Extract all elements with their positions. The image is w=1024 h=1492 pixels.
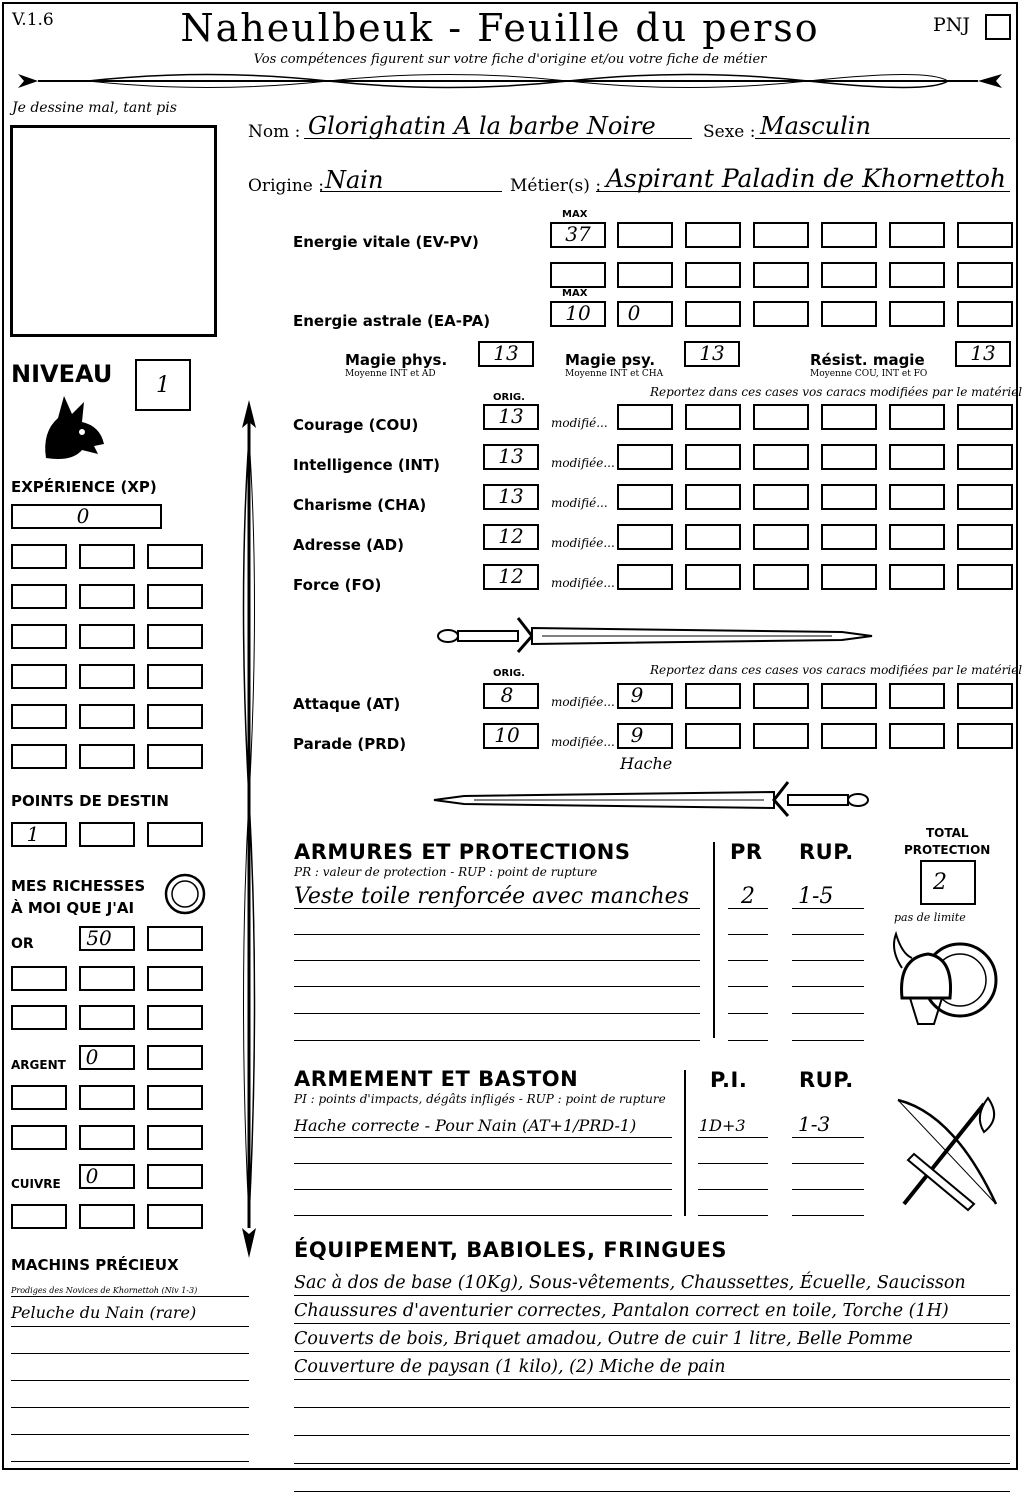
carac-mod-box[interactable] (821, 564, 877, 590)
argent-grid-box[interactable] (11, 1085, 67, 1110)
origine-value[interactable]: Nain (325, 166, 384, 194)
ev-box-row2-4[interactable] (753, 262, 809, 288)
ea-max-box[interactable]: 10 (550, 301, 606, 327)
xp-box[interactable] (11, 664, 67, 689)
cuivre-box-5[interactable] (147, 1204, 203, 1229)
combat-orig-box[interactable]: 8 (483, 683, 539, 709)
carac-mod-box[interactable] (889, 524, 945, 550)
carac-mod-box[interactable] (617, 404, 673, 430)
richesses-label-2: À MOI QUE J'AI (11, 899, 135, 917)
armement-line[interactable] (294, 1137, 672, 1138)
armement-rup-header: RUP. (799, 1068, 854, 1092)
ev-box-2[interactable] (685, 222, 741, 248)
equipement-item[interactable]: Sac à dos de base (10Kg), Sous-vêtements, Chaussettes, Écuelle, Saucisson (294, 1273, 966, 1293)
carac-mod-box[interactable] (753, 484, 809, 510)
cuivre-box[interactable]: 0 (79, 1164, 135, 1189)
equipement-line[interactable] (294, 1379, 1010, 1380)
armement-note: PI : points d'impacts, dégâts infligés - RUP : point de rupture (294, 1092, 666, 1106)
machins-line[interactable] (11, 1353, 249, 1354)
xp-box[interactable] (147, 624, 203, 649)
combat-mod-box[interactable] (889, 683, 945, 709)
combat-mod-box[interactable] (753, 723, 809, 749)
resist-magie-note: Moyenne COU, INT et FO (810, 369, 928, 379)
armement-rup-line[interactable] (792, 1163, 864, 1164)
armure-pr-line[interactable] (728, 934, 768, 935)
armement-line[interactable] (294, 1163, 672, 1164)
or-grid-box[interactable] (11, 966, 67, 991)
magie-phys-label: Magie phys. (345, 351, 448, 369)
ev-box-1[interactable] (617, 222, 673, 248)
portrait-box[interactable] (10, 125, 217, 337)
carac-orig-box[interactable]: 13 (483, 444, 539, 470)
destin-label: POINTS DE DESTIN (11, 792, 169, 810)
armure-line[interactable] (294, 960, 700, 961)
or-grid-box[interactable] (147, 966, 203, 991)
total-protection-label-2: PROTECTION (904, 843, 991, 857)
crossed-weapons-icon (884, 1094, 1008, 1218)
armure-pr-line[interactable] (728, 986, 768, 987)
carac-mod-box[interactable] (821, 404, 877, 430)
armement-item[interactable]: Hache correcte - Pour Nain (AT+1/PRD-1) (294, 1116, 637, 1135)
armure-rup-line[interactable] (792, 908, 864, 909)
or-label: OR (11, 936, 34, 952)
carac-mod-box[interactable] (685, 484, 741, 510)
combat-mod-box[interactable] (821, 723, 877, 749)
portrait-caption: Je dessine mal, tant pis (12, 100, 177, 116)
pnj-label: PNJ (933, 14, 971, 36)
armement-rup-line[interactable] (792, 1215, 864, 1216)
sexe-label: Sexe : (703, 122, 756, 142)
modified-label: modifié... (551, 416, 608, 430)
armure-item-rup[interactable]: 1-5 (798, 884, 834, 909)
xp-box[interactable] (79, 544, 135, 569)
machins-label: MACHINS PRÉCIEUX (11, 1256, 179, 1274)
orig-label-combat: ORIG. (493, 668, 525, 679)
armement-pi-line[interactable] (698, 1215, 768, 1216)
carac-mod-box[interactable] (957, 484, 1013, 510)
sword-icon-2 (432, 778, 874, 818)
carac-mod-box[interactable] (685, 524, 741, 550)
xp-box[interactable] (147, 584, 203, 609)
magie-phys-note: Moyenne INT et AD (345, 369, 436, 379)
carac-mod-box[interactable] (685, 564, 741, 590)
or-grid-box[interactable] (79, 966, 135, 991)
carac-mod-box[interactable] (617, 444, 673, 470)
armure-line[interactable] (294, 908, 700, 909)
combat-mod-box[interactable] (821, 683, 877, 709)
ea-box-2[interactable] (685, 301, 741, 327)
armures-note: PR : valeur de protection - RUP : point de rupture (294, 865, 598, 879)
total-protection-label-1: TOTAL (926, 826, 969, 840)
machins-line[interactable] (11, 1434, 249, 1435)
armure-pr-line[interactable] (728, 1013, 768, 1014)
ev-box-row2-7[interactable] (957, 262, 1013, 288)
armures-divider (713, 842, 715, 1038)
spear-divider-icon (8, 68, 1008, 94)
carac-mod-box[interactable] (685, 444, 741, 470)
cuivre-label: CUIVRE (11, 1177, 61, 1191)
carac-mod-box[interactable] (617, 484, 673, 510)
combat-mod-box[interactable] (889, 723, 945, 749)
armure-pr-line[interactable] (728, 960, 768, 961)
cuivre-box-2[interactable] (147, 1164, 203, 1189)
ea-box-6[interactable] (957, 301, 1013, 327)
armures-rup-header: RUP. (799, 840, 854, 864)
helmet-shield-icon (888, 928, 1000, 1034)
machins-item[interactable]: Peluche du Nain (rare) (11, 1303, 197, 1322)
armement-pi-line[interactable] (698, 1137, 768, 1138)
xp-box[interactable] (147, 744, 203, 769)
argent-box-2[interactable] (147, 1045, 203, 1070)
armure-rup-line[interactable] (792, 1040, 864, 1041)
armement-line[interactable] (294, 1215, 672, 1216)
machins-line[interactable] (11, 1461, 249, 1462)
carac-mod-box[interactable] (821, 524, 877, 550)
equipement-title: ÉQUIPEMENT, BABIOLES, FRINGUES (294, 1238, 727, 1262)
page-subtitle: Vos compétences figurent sur votre fiche d'origine et/ou votre fiche de métier (253, 52, 767, 67)
metier-label: Métier(s) : (510, 176, 602, 196)
xp-box[interactable] (79, 704, 135, 729)
spear-icon (234, 398, 264, 1260)
combat-mod-box[interactable] (685, 723, 741, 749)
ea-label: Energie astrale (EA-PA) (293, 312, 491, 330)
ev-box-row2-6[interactable] (889, 262, 945, 288)
armement-title: ARMEMENT ET BASTON (294, 1067, 579, 1091)
xp-box[interactable]: 0 (11, 504, 162, 529)
armure-rup-line[interactable] (792, 934, 864, 935)
ea-current-box[interactable]: 0 (617, 301, 673, 327)
carac-label: Charisme (CHA) (293, 496, 427, 514)
cuivre-box-3[interactable] (11, 1204, 67, 1229)
richesses-label-1: MES RICHESSES (11, 877, 146, 895)
destin-box-1[interactable]: 1 (11, 822, 67, 847)
xp-label: EXPÉRIENCE (XP) (11, 478, 157, 496)
xp-box[interactable] (79, 744, 135, 769)
magie-psy-box[interactable]: 13 (684, 341, 740, 367)
ev-box-4[interactable] (821, 222, 877, 248)
armement-pi-header: P.I. (710, 1068, 748, 1092)
xp-box[interactable] (147, 544, 203, 569)
armement-pi-line[interactable] (698, 1163, 768, 1164)
carac-mod-box[interactable] (821, 484, 877, 510)
carac-mod-box[interactable] (957, 564, 1013, 590)
dragon-head-icon (38, 392, 108, 464)
report-note: Reportez dans ces cases vos caracs modifiées par le matériel (650, 385, 1023, 399)
ev-box-row2-5[interactable] (821, 262, 877, 288)
armure-pr-line[interactable] (728, 1040, 768, 1041)
or-box[interactable]: 50 (79, 926, 135, 951)
carac-orig-box[interactable]: 12 (483, 524, 539, 550)
modified-label: modifiée... (551, 576, 615, 590)
combat-label: Parade (PRD) (293, 735, 407, 753)
combat-mod-box[interactable] (957, 683, 1013, 709)
limit-note: pas de limite (894, 911, 966, 924)
argent-grid-box[interactable] (79, 1125, 135, 1150)
equipement-item[interactable]: Couverts de bois, Briquet amadou, Outre de cuir 1 litre, Belle Pomme (294, 1329, 913, 1349)
armure-rup-line[interactable] (792, 960, 864, 961)
armement-pi-line[interactable] (698, 1189, 768, 1190)
combat-mod-box[interactable] (957, 723, 1013, 749)
argent-grid-box[interactable] (147, 1085, 203, 1110)
modified-label: modifié... (551, 496, 608, 510)
magie-psy-note: Moyenne INT et CHA (565, 369, 664, 379)
carac-label: Adresse (AD) (293, 536, 404, 554)
or-grid-box[interactable] (147, 1005, 203, 1030)
armement-item-pi[interactable]: 1D+3 (699, 1116, 746, 1135)
equipement-line[interactable] (294, 1435, 1010, 1436)
armures-title: ARMURES ET PROTECTIONS (294, 840, 631, 864)
ea-box-3[interactable] (753, 301, 809, 327)
ea-box-4[interactable] (821, 301, 877, 327)
carac-mod-box[interactable] (753, 404, 809, 430)
or-grid-box[interactable] (11, 1005, 67, 1030)
xp-box[interactable] (147, 664, 203, 689)
carac-mod-box[interactable] (889, 404, 945, 430)
armure-rup-line[interactable] (792, 1013, 864, 1014)
metier-value[interactable]: Aspirant Paladin de Khornettoh (606, 164, 1007, 193)
carac-mod-box[interactable] (957, 404, 1013, 430)
equipement-line[interactable] (294, 1295, 1010, 1296)
carac-mod-box[interactable] (617, 524, 673, 550)
carac-mod-box[interactable] (753, 524, 809, 550)
xp-box[interactable] (11, 744, 67, 769)
combat-mod-box[interactable]: 9 (617, 683, 673, 709)
carac-mod-box[interactable] (753, 444, 809, 470)
sword-icon (432, 614, 874, 654)
xp-box[interactable] (11, 624, 67, 649)
equipement-line[interactable] (294, 1351, 1010, 1352)
equipement-line[interactable] (294, 1407, 1010, 1408)
carac-label: Intelligence (INT) (293, 456, 440, 474)
orig-label: ORIG. (493, 392, 525, 403)
nom-value[interactable]: Glorighatin A la barbe Noire (308, 112, 656, 140)
armure-rup-line[interactable] (792, 986, 864, 987)
report-note-combat: Reportez dans ces cases vos caracs modifiées par le matériel (650, 663, 1023, 677)
ea-box-5[interactable] (889, 301, 945, 327)
carac-orig-box[interactable]: 12 (483, 564, 539, 590)
destin-box-2[interactable] (79, 822, 135, 847)
carac-mod-box[interactable] (889, 444, 945, 470)
machins-line[interactable] (11, 1326, 249, 1327)
argent-grid-box[interactable] (147, 1125, 203, 1150)
carac-orig-box[interactable]: 13 (483, 484, 539, 510)
magie-phys-box[interactable]: 13 (478, 341, 534, 367)
armure-item-pr[interactable]: 2 (741, 884, 755, 909)
modified-label: modifiée... (551, 695, 615, 709)
combat-orig-box[interactable]: 10 (483, 723, 539, 749)
pnj-checkbox[interactable] (985, 14, 1011, 40)
equipement-line[interactable] (294, 1463, 1010, 1464)
combat-mod-box[interactable] (685, 683, 741, 709)
sexe-value[interactable]: Masculin (760, 112, 871, 140)
modified-label: modifiée... (551, 536, 615, 550)
armure-line[interactable] (294, 934, 700, 935)
magie-psy-label: Magie psy. (565, 351, 656, 369)
coin-icon (163, 872, 207, 916)
ev-box-3[interactable] (753, 222, 809, 248)
armement-line[interactable] (294, 1189, 672, 1190)
ea-max-label: MAX (562, 288, 588, 299)
xp-box[interactable] (11, 544, 67, 569)
xp-box[interactable] (79, 624, 135, 649)
ev-max-label: MAX (562, 209, 588, 220)
armement-rup-line[interactable] (792, 1189, 864, 1190)
page-title: Naheulbeuk - Feuille du perso (180, 6, 820, 50)
resist-magie-box[interactable]: 13 (955, 341, 1011, 367)
argent-grid-box[interactable] (11, 1125, 67, 1150)
argent-label: ARGENT (11, 1058, 66, 1072)
carac-mod-box[interactable] (821, 444, 877, 470)
armure-pr-line[interactable] (728, 908, 768, 909)
version-label: V.1.6 (12, 10, 54, 30)
ev-box-5[interactable] (889, 222, 945, 248)
niveau-box[interactable]: 1 (135, 359, 191, 411)
xp-box[interactable] (79, 584, 135, 609)
modified-label: modifiée... (551, 735, 615, 749)
carac-mod-box[interactable] (685, 404, 741, 430)
carac-mod-box[interactable] (889, 564, 945, 590)
armure-item[interactable]: Veste toile renforcée avec manches (294, 884, 689, 909)
combat-label: Attaque (AT) (293, 695, 401, 713)
or-box-2[interactable] (147, 926, 203, 951)
combat-mod-box[interactable] (753, 683, 809, 709)
ev-box-row2-2[interactable] (617, 262, 673, 288)
carac-label: Courage (COU) (293, 416, 419, 434)
equipement-line[interactable] (294, 1323, 1010, 1324)
resist-magie-label: Résist. magie (810, 351, 925, 369)
carac-mod-box[interactable] (957, 444, 1013, 470)
carac-orig-box[interactable]: 13 (483, 404, 539, 430)
cuivre-box-4[interactable] (79, 1204, 135, 1229)
armement-divider (684, 1070, 686, 1216)
combat-mod-box[interactable]: 9 (617, 723, 673, 749)
carac-mod-box[interactable] (753, 564, 809, 590)
carac-mod-box[interactable] (617, 564, 673, 590)
carac-label: Force (FO) (293, 576, 382, 594)
combat-weapon-note: Hache (620, 754, 673, 773)
armure-line[interactable] (294, 1013, 700, 1014)
total-protection-box[interactable]: 2 (920, 860, 976, 905)
ev-max-box[interactable]: 37 (550, 222, 606, 248)
ev-box-row2-3[interactable] (685, 262, 741, 288)
armement-item-rup[interactable]: 1-3 (798, 1112, 831, 1136)
carac-mod-box[interactable] (889, 484, 945, 510)
ev-box-row2-1[interactable] (550, 262, 606, 288)
armures-pr-header: PR (730, 840, 763, 864)
argent-box[interactable]: 0 (79, 1045, 135, 1070)
xp-box[interactable] (79, 664, 135, 689)
machins-note: Prodiges des Novices de Khornettoh (Niv 1-3) (11, 1286, 198, 1295)
argent-grid-box[interactable] (79, 1085, 135, 1110)
modified-label: modifiée... (551, 456, 615, 470)
armure-line[interactable] (294, 1040, 700, 1041)
or-grid-box[interactable] (79, 1005, 135, 1030)
xp-box[interactable] (147, 704, 203, 729)
niveau-label: NIVEAU (11, 360, 113, 388)
armement-rup-line[interactable] (792, 1137, 864, 1138)
origine-label: Origine : (248, 176, 324, 196)
equipement-item[interactable]: Chaussures d'aventurier correctes, Pantalon correct en toile, Torche (1H) (294, 1301, 949, 1321)
xp-box[interactable] (11, 584, 67, 609)
machins-line[interactable] (11, 1380, 249, 1381)
nom-label: Nom : (248, 122, 301, 142)
equipement-item[interactable]: Couverture de paysan (1 kilo), (2) Miche de pain (294, 1357, 726, 1377)
ev-label: Energie vitale (EV-PV) (293, 233, 479, 251)
machins-line[interactable] (11, 1407, 249, 1408)
armure-line[interactable] (294, 986, 700, 987)
destin-box-3[interactable] (147, 822, 203, 847)
xp-box[interactable] (11, 704, 67, 729)
ev-box-6[interactable] (957, 222, 1013, 248)
carac-mod-box[interactable] (957, 524, 1013, 550)
